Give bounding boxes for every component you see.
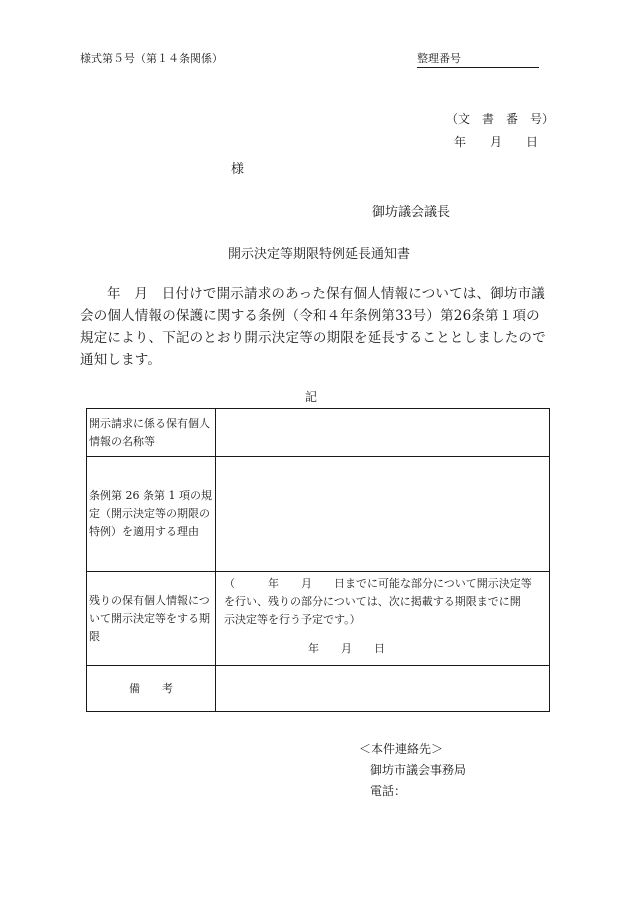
document-title: 開示決定等期限特例延長通知書 (228, 247, 411, 262)
deadline-note-line3: 示決定等を行う予定です。） (224, 613, 361, 626)
sender-name: 御坊議会議長 (372, 205, 451, 220)
remarks-label: 備 考 (87, 666, 216, 712)
deadline-value (216, 572, 550, 666)
contact-office: 御坊市議会事務局 (370, 763, 467, 777)
table-row (87, 572, 550, 666)
remarks-value (216, 666, 550, 712)
document-number: （文 書 番 号） (446, 112, 555, 126)
form-number-label: 様式第５号（第１４条関係） (80, 52, 223, 65)
ki-heading: 記 (305, 390, 318, 404)
reason-value (216, 457, 550, 572)
addressee-suffix: 様 (231, 162, 245, 177)
table-row (87, 666, 550, 712)
deadline-date: 年 月 日 (308, 642, 385, 655)
info-table (86, 408, 550, 712)
issue-date: 年 月 日 (454, 135, 539, 149)
info-name-label: 開示請求に係る保有個人情報の名称等 (87, 409, 216, 457)
contact-heading: ＜本件連絡先＞ (359, 742, 444, 756)
reference-number-field (417, 50, 539, 68)
body-text: 年 月 日付けで開示請求のあった保有個人情報については、御坊市議会の個人情報の保護に関する条例（令和４年条例第33号）第26条第１項の規定により、下記のとおり開示決定等の期限を延長することとしましたので通知します。 (80, 286, 546, 368)
reason-label: 条例第 26 条第 1 項の規定（開示決定等の期限の特例）を適用する理由 (87, 457, 216, 572)
table-row (87, 409, 550, 457)
deadline-note-line1: （ 年 月 日までに可能な部分について開示決定等 (224, 577, 532, 590)
contact-phone-label: 電話： (370, 784, 407, 798)
table-row (87, 457, 550, 572)
deadline-label: 残りの保有個人情報について開示決定等をする期限 (87, 572, 216, 666)
deadline-note-line2: を行い、残りの部分については、次に掲載する期限までに開 (224, 595, 521, 608)
reference-number-label: 整理番号 (417, 52, 461, 65)
info-name-value (216, 409, 550, 457)
